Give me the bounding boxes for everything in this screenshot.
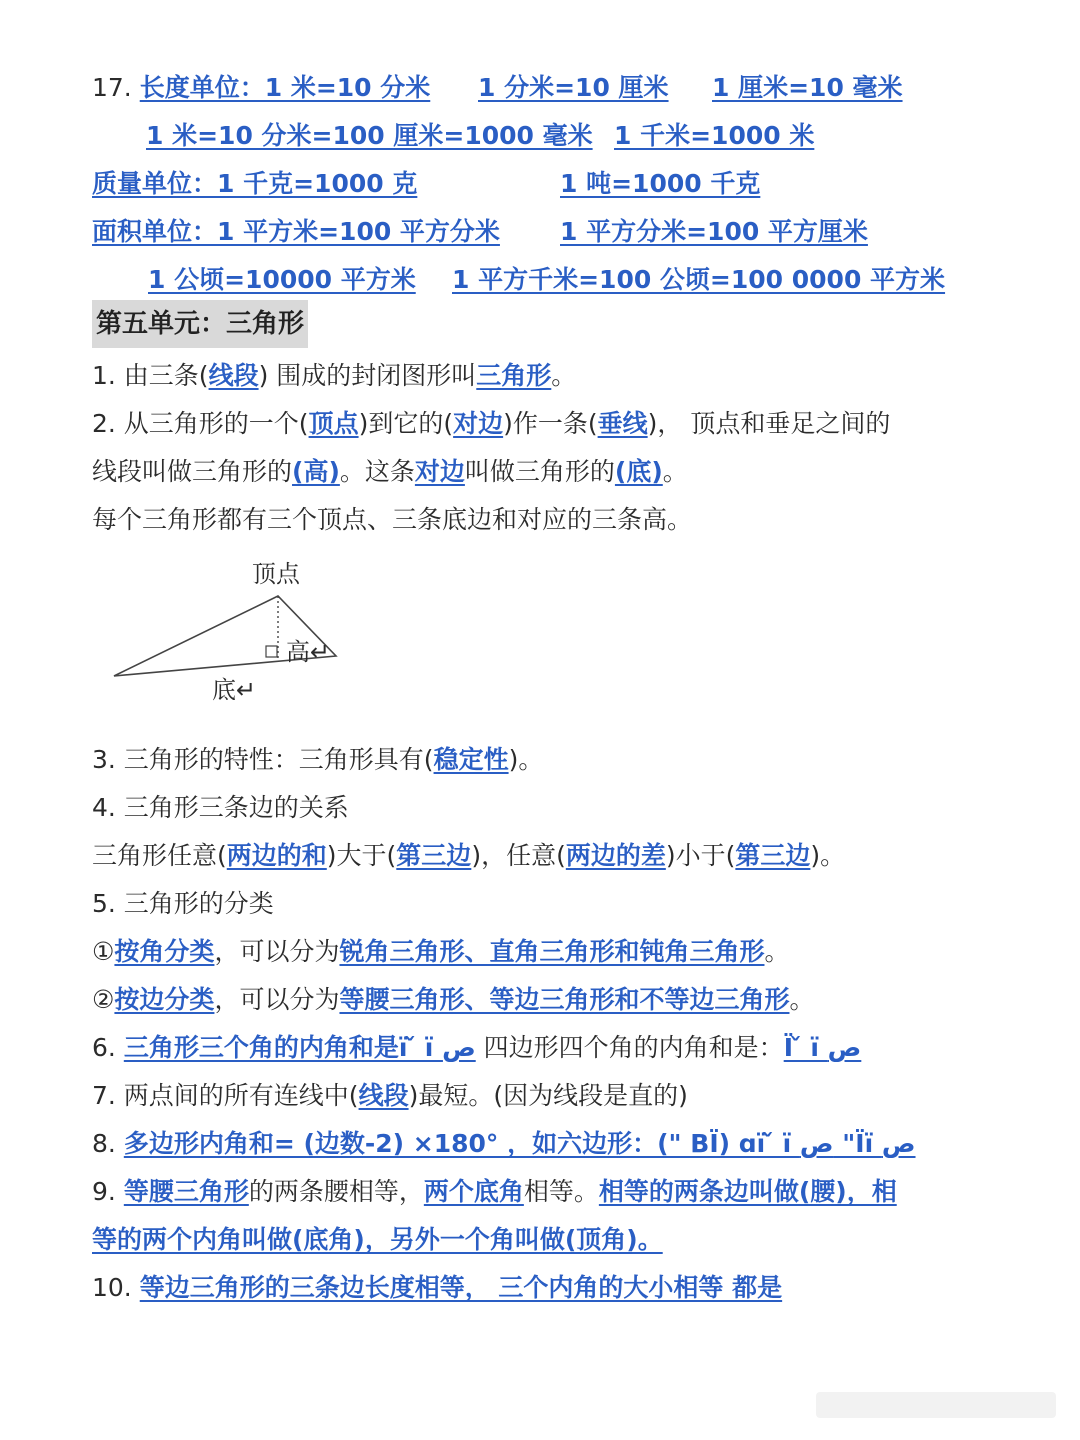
item-10-number: 10. [92, 1273, 140, 1302]
item-9-continued [92, 1222, 663, 1258]
item-5-text: ，可以分为 [214, 937, 340, 966]
height-label: 高↵ [286, 638, 331, 666]
answer-equilateral: 等边三角形的三条边长度相等， 三个内角的大小相等 都是 [139, 1273, 783, 1302]
item-2-period: 。 [662, 457, 688, 486]
item-7-text: 7. 两点间的所有连线中( [92, 1081, 359, 1110]
answer-side-types: 等腰三角形、等边三角形和不等边三角形 [339, 985, 790, 1014]
circled-two: ② [92, 985, 115, 1014]
answer-by-angle: 按角分类 [114, 937, 215, 966]
item-6-text: 四边形四个角的内角和是： [483, 1033, 784, 1062]
item-1 [92, 358, 576, 394]
item-7-text-b: )最短。(因为线段是直的) [408, 1081, 688, 1110]
unit-line-mass-b [560, 166, 760, 202]
unit-line-length [92, 70, 430, 106]
item-3-text: 3. 三角形的特性：三角形具有( [92, 745, 434, 774]
answer-difference-two-sides: 两边的差 [565, 841, 666, 870]
item-1-text-b: ) 围成的封闭图形叫 [258, 361, 477, 390]
answer-third-side: 第三边 [396, 841, 472, 870]
unit-line-area [92, 214, 500, 250]
watermark-bar [816, 1392, 1056, 1418]
item-5-by-side [92, 982, 814, 1018]
item-4-text-e: )。 [810, 841, 846, 870]
circled-one: ① [92, 937, 115, 966]
length-unit-km: 1 千米=1000 米 [614, 121, 815, 150]
unit-line-mass [92, 166, 417, 202]
area-unit-dm2: 1 平方分米=100 平方厘米 [560, 217, 868, 246]
answer-triangle: 三角形 [476, 361, 552, 390]
item-2-text: 2. 从三角形的一个( [92, 409, 309, 438]
area-unit-hectare: 1 公顷=10000 平方米 [148, 265, 416, 294]
length-unit-chain: 1 米=10 分米=100 厘米=1000 毫米 [146, 121, 593, 150]
item-4-text-b: )大于( [326, 841, 397, 870]
answer-height: (高) [292, 457, 340, 486]
answer-triangle-angle-sum: 三角形三个角的内角和是ï ̌ ï ص [123, 1033, 476, 1062]
answer-opposite-side-2: 对边 [414, 457, 465, 486]
area-unit-m2: 面积单位：1 平方米=100 平方分米 [92, 217, 500, 246]
item-4 [92, 790, 349, 826]
item-5-period-b: 。 [789, 985, 815, 1014]
item-8 [92, 1126, 916, 1162]
item-9 [92, 1174, 897, 1210]
item-4-title: 4. 三角形三条边的关系 [92, 793, 349, 822]
section-heading: 第五单元：三角形 [92, 300, 308, 348]
answer-quadrilateral-angle-sum: Ï ̌ ï ص [783, 1033, 862, 1062]
length-unit-text: 长度单位：1 米=10 分米 [139, 73, 431, 102]
item-4-text: 三角形任意( [92, 841, 227, 870]
area-unit-km2: 1 平方千米=100 公顷=100 0000 平方米 [452, 265, 946, 294]
item-5-by-angle [92, 934, 789, 970]
mass-unit-ton: 1 吨=1000 千克 [560, 169, 761, 198]
unit-line-length-c [712, 70, 903, 106]
right-angle-mark [266, 646, 277, 657]
base-label: 底↵ [212, 676, 257, 704]
answer-base: (底) [614, 457, 663, 486]
mass-unit-kg: 质量单位：1 千克=1000 克 [92, 169, 418, 198]
triangle-diagram [100, 550, 360, 710]
answer-line-segment-2: 线段 [358, 1081, 409, 1110]
length-unit-dm: 1 分米=10 厘米 [478, 73, 669, 102]
item-5-text-b: ，可以分为 [214, 985, 340, 1014]
item-7 [92, 1078, 688, 1114]
item-4-text-d: )小于( [665, 841, 736, 870]
unit-line-length-e [614, 118, 814, 154]
unit-line-area-b [560, 214, 868, 250]
item-4-body [92, 838, 845, 874]
item-4-text-c: )，任意( [471, 841, 566, 870]
unit-line-length-d [146, 118, 593, 154]
item-3-text-b: )。 [508, 745, 544, 774]
item-5 [92, 886, 274, 922]
item-5-period: 。 [764, 937, 790, 966]
item-2-text-g: 叫做三角形的 [464, 457, 615, 486]
item-3 [92, 742, 543, 778]
item-9-number: 9. [92, 1177, 124, 1206]
answer-vertex: 顶点 [308, 409, 359, 438]
item-2-continued [92, 454, 688, 490]
answer-opposite-side: 对边 [453, 409, 504, 438]
item-2 [92, 406, 890, 442]
answer-sum-two-sides: 两边的和 [226, 841, 327, 870]
item-5-title: 5. 三角形的分类 [92, 889, 274, 918]
answer-polygon-angle-sum: 多边形内角和= (边数-2) ×180° ，如六边形：(" ΒÏ) ɑï ̌ ï ص "Ïï ص [123, 1129, 916, 1158]
item-6 [92, 1030, 861, 1066]
item-number: 17. [92, 73, 132, 102]
answer-legs-def: 相等的两条边叫做(腰)，相 [598, 1177, 897, 1206]
item-2-text-b: )到它的( [358, 409, 454, 438]
unit-line-area-c [148, 262, 416, 298]
answer-by-side: 按边分类 [114, 985, 215, 1014]
answer-angle-types: 锐角三角形、直角三角形和钝角三角形 [339, 937, 765, 966]
answer-line-segment: 线段 [208, 361, 259, 390]
answer-perpendicular: 垂线 [597, 409, 648, 438]
item-1-text: 1. 由三条( [92, 361, 209, 390]
item-2-text-f: 。这条 [339, 457, 415, 486]
unit-line-length-b [478, 70, 669, 106]
item-1-period: 。 [551, 361, 577, 390]
answer-angles-def: 等的两个内角叫做(底角)，另外一个角叫做(顶角)。 [92, 1225, 663, 1254]
item-10 [92, 1270, 782, 1306]
item-2-note [92, 502, 692, 538]
item-2-note-text: 每个三角形都有三个顶点、三条底边和对应的三条高。 [92, 505, 693, 534]
item-2-text-c: )作一条( [503, 409, 598, 438]
answer-isosceles: 等腰三角形 [123, 1177, 249, 1206]
item-8-number: 8. [92, 1129, 124, 1158]
item-9-text: 的两条腰相等， [248, 1177, 424, 1206]
answer-two-base-angles: 两个底角 [423, 1177, 524, 1206]
unit-line-area-d [452, 262, 945, 298]
vertex-label: 顶点 [252, 560, 300, 588]
answer-third-side-2: 第三边 [735, 841, 811, 870]
item-6-number: 6. [92, 1033, 124, 1062]
item-2-text-d: )， 顶点和垂足之间的 [647, 409, 891, 438]
length-unit-cm: 1 厘米=10 毫米 [712, 73, 903, 102]
item-9-text-b: 相等。 [523, 1177, 599, 1206]
answer-stability: 稳定性 [433, 745, 509, 774]
item-2-text-e: 线段叫做三角形的 [92, 457, 293, 486]
